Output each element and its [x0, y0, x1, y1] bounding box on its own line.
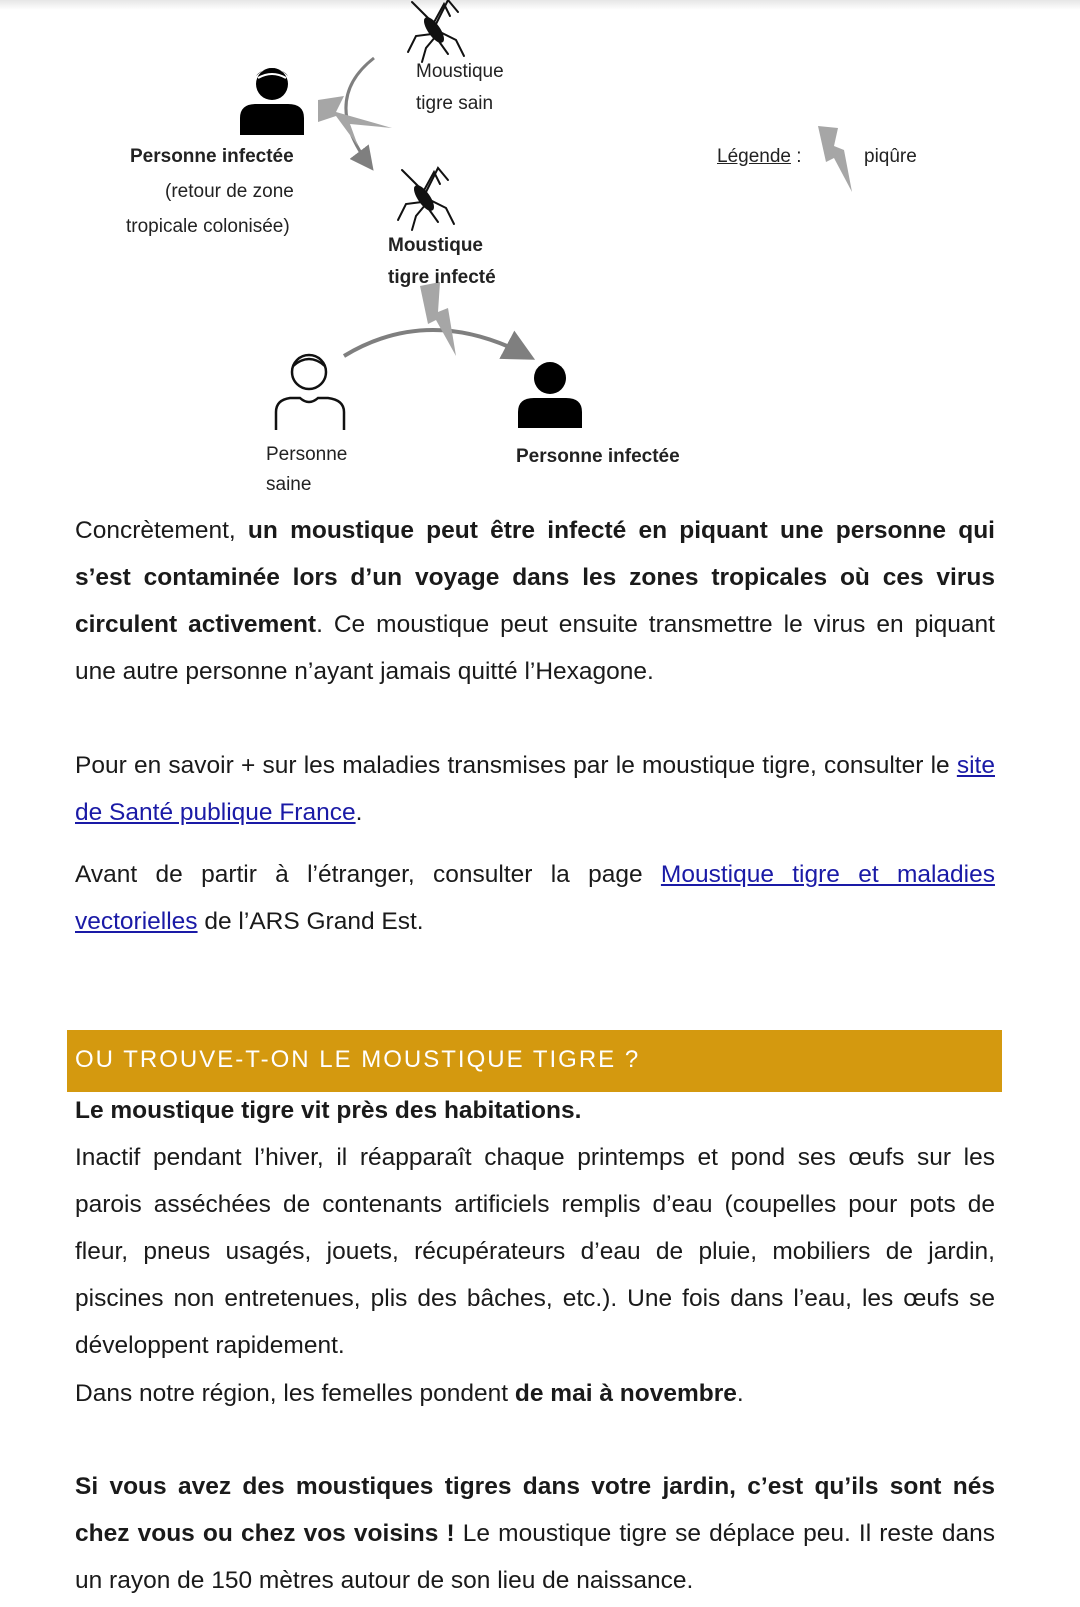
- paragraph-garden: Si vous avez des moustiques tigres dans votre jardin, c’est qu’ils sont nés chez vous ou chez vos voisins ! Le moustique tigre se déplace peu. Il reste dans un rayon de 150 mètres autour de son lieu de naissance.: [75, 1473, 996, 1594]
- sane-mosquito-label: Moustique tigre sain: [416, 61, 504, 114]
- sane-mosquito-icon: [408, 0, 464, 62]
- legend-bolt-icon: [818, 126, 852, 192]
- paragraph-transmission: Concrètement, un moustique peut être infecté en piquant une personne qui s’est contaminée lors d’un voyage dans les zones tropicales où ces virus circulent activement. Ce moustique peut ensuite transmettre le virus en piquant une autre personne n’ayant jamais quitté l’Hexagone.: [75, 517, 995, 685]
- bite-bolt-icon: [318, 96, 392, 146]
- paragraph-travel: Avant de partir à l’étranger, consulter la page Moustique tigre et maladies vectorielles de l’ARS Grand Est.: [75, 861, 995, 935]
- infected-person-note-2: tropicale colonisée): [126, 216, 290, 237]
- infected-person-icon: [240, 68, 304, 135]
- infected-mosquito-icon: [398, 168, 454, 230]
- link-moustique-tigre-maladies[interactable]: Moustique tigre et maladies vectorielles: [75, 861, 995, 935]
- section-heading: Le moustique tigre vit près des habitations.: [75, 1097, 582, 1124]
- infected-person-title: Personne infectée: [130, 146, 294, 167]
- laying-period: Dans notre région, les femelles pondent de mai à novembre.: [75, 1380, 744, 1407]
- new-infected-person-label: Personne infectée: [516, 446, 680, 467]
- section-banner: OU TROUVE-T-ON LE MOUSTIQUE TIGRE ?: [67, 1030, 1002, 1092]
- new-infected-person-icon: [518, 362, 582, 428]
- legend-title: Légende :: [717, 146, 802, 167]
- transmission-arrow-icon: [344, 330, 528, 356]
- healthy-person-icon: [276, 355, 344, 430]
- paragraph-more-info: Pour en savoir + sur les maladies transmises par le moustique tigre, consulter le site de Santé publique France.: [75, 752, 995, 826]
- cycle-arrow-icon: [346, 58, 374, 166]
- infected-mosquito-label: Moustique tigre infecté: [388, 235, 496, 288]
- link-sante-publique-france[interactable]: site de Santé publique France: [75, 752, 995, 826]
- healthy-person-label: Personne saine: [266, 444, 348, 495]
- legend-item-bite: piqûre: [864, 146, 917, 167]
- transmission-diagram: [0, 0, 1080, 500]
- section-body: Inactif pendant l’hiver, il réapparaît chaque printemps et pond ses œufs sur les parois asséchées de contenants artificiels remplis d’eau (coupelles pour pots de fleur, pneus usagés, jouets, récupérateurs d’eau de pluie, mobiliers de jardin, piscines non entretenues, plis des bâches, etc.). Une fois dans l’eau, les œufs se développent rapidement.: [75, 1144, 995, 1359]
- diagram-graphics: [0, 0, 1080, 500]
- infected-person-note-1: (retour de zone: [165, 181, 294, 202]
